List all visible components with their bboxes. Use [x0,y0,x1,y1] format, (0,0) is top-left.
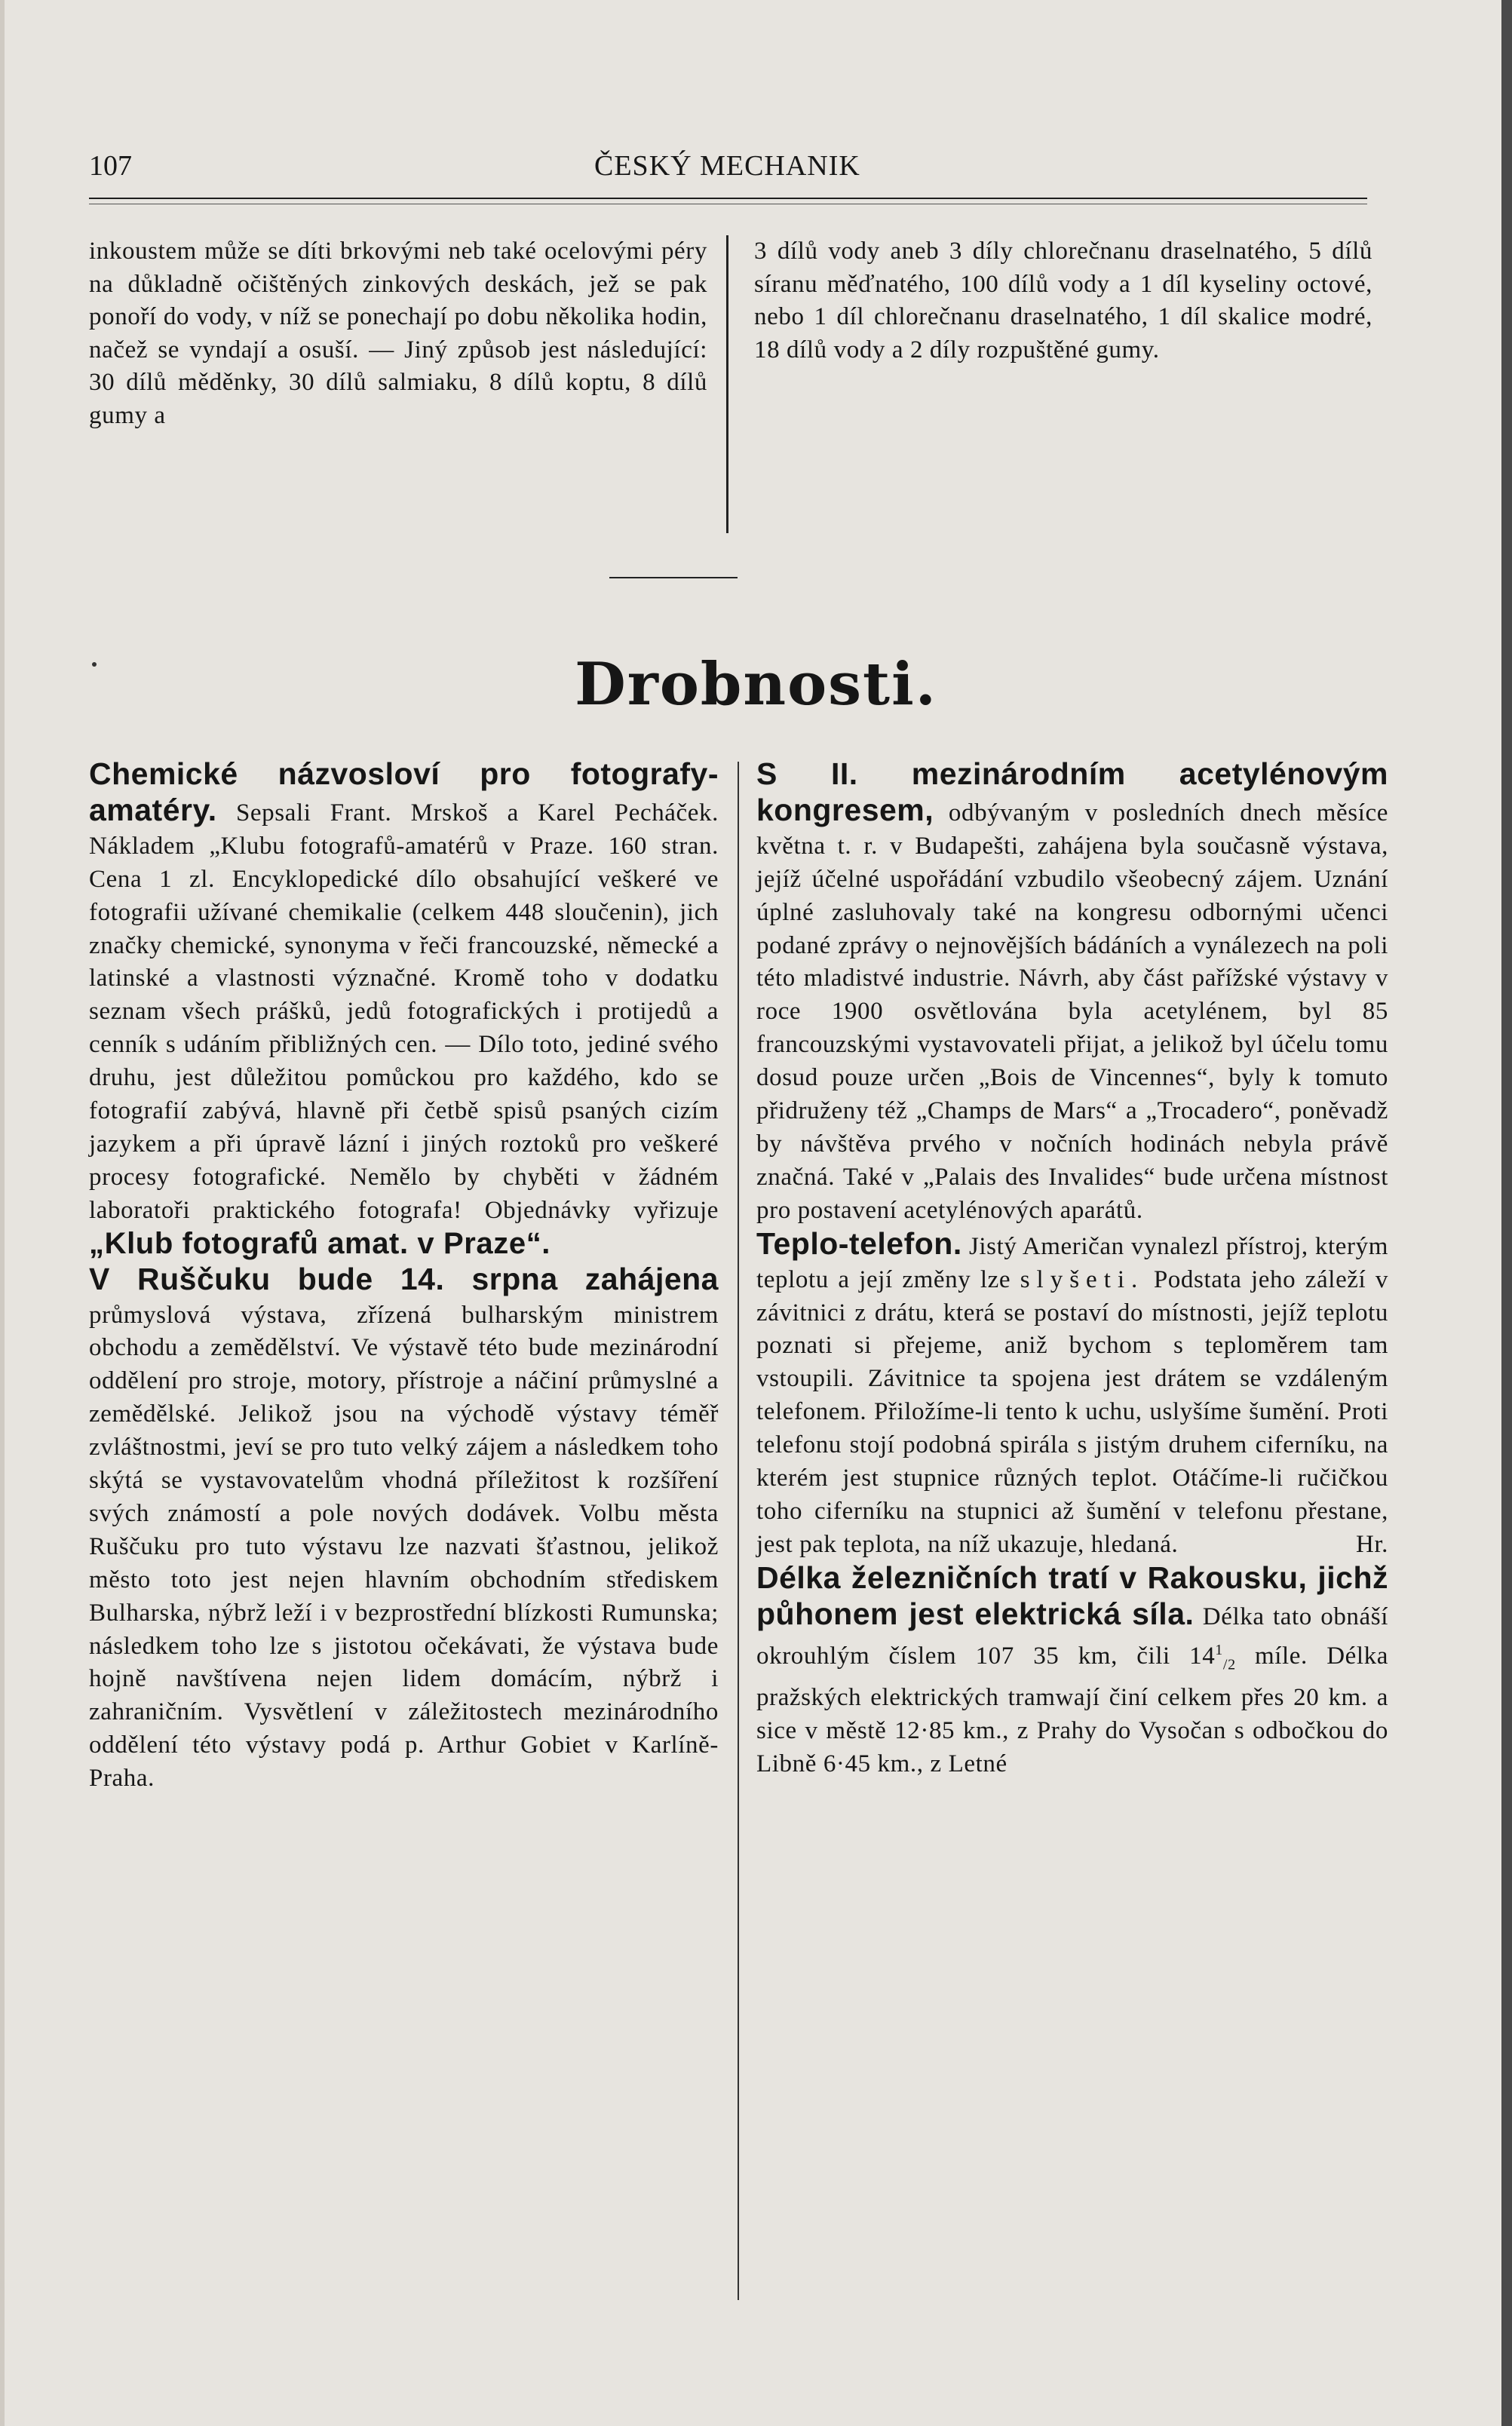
column-divider-bottom [738,762,739,2300]
page-number: 107 [89,150,132,182]
article-body: Jistý Američan vynalezl přístroj, kterým teplotu a její změny lze [756,1232,1388,1293]
section-title: Drobnosti. [575,650,937,719]
author-signature: Hr. [1355,1530,1388,1558]
article-body: Podstata jeho záleží v závitnici z drátu, která se postaví do místnosti, jejíž teplotu poznati si přejeme, aniž bychom s teploměrem tam vstoupili. Závitnice ta spojena jest drátem se vzdáleným telefonem. Přiložíme-li tento k uchu, uslyšíme šumění. Proti telefonu stojí podobná spirála s jistým druhem ciferníku, na kterém jest stupnice různých teplot. Otáčíme-li ručičkou toho ciferníku na stupnici až šumění v telefonu přestane, jest pak teplota, na níž ukazuje, hledaná. [756,1265,1388,1558]
article-body: míle. Délka pražských elektrických tramwají činí celkem přes 20 km. a sice v městě 12·85 km., z Prahy do Vysočan s odbočkou do Libně 6·45 km., z Letné [756,1642,1388,1777]
section-separator-rule [609,577,738,578]
article-heat-telephone [756,1225,1388,1562]
top-left-text: inkoustem může se díti brkovými neb také ocelovými péry na důkladně očištěných zinkových deskách, jež se pak ponoří do vody, v níž se ponechají po dobu několika hodin, načež se vyndají a osuší. — Jiný způsob jest následující: 30 dílů měděnky, 30 dílů salmiaku, 8 dílů koptu, 8 dílů gumy a [89,238,707,429]
publisher-name: „Klub fotografů amat. v Praze“. [89,1226,551,1260]
article-ruscuk-exhibition [89,1263,719,1796]
top-left-column [89,235,707,433]
article-heading: Teplo-telefon. [756,1225,962,1261]
spaced-word: slyšeti. [1020,1265,1145,1293]
header-rule [89,198,1367,199]
top-right-column [754,235,1372,367]
top-right-text: 3 dílů vody aneb 3 díly chlorečnanu draselnatého, 5 dílů síranu měďnatého, 100 dílů vody a 1 díl kyseliny octové, nebo 1 díl chlorečnanu draselnatého, 1 díl skalice modré, 18 dílů vody a 2 díly rozpuštěné gumy. [754,238,1372,363]
page-header [89,149,1363,195]
article-body: průmyslová výstava, zřízená bulharským ministrem obchodu a zemědělství. Ve výstavě této bude mezinárodní oddělení pro stroje, motory, přístroje a náčiní průmyslné a zemědělské. Jelikož jsou na východě výstavy téměř zvláštnostmi, jeví se pro tuto velký zájem a následkem toho skýtá se vystavovatelům vhodná příležitost k rozšíření svých známostí a pole nových dodávek. Volbu města Ruščuku pro tuto výstavu lze nazvati šťastnou, jelikož město toto jest nejen hlavním obchodním střediskem Bulharska, nýbrž leží i v bezprostřední blízkosti Rumunska; následkem toho lze s jistotou očekávati, že výstava bude hojně navštívena nejen lidem domácím, nýbrž i zahraničním. Vysvětlení v záležitostech mezinárodního oddělení této výstavy podá p. Arthur Gobiet v Karlíně-Praha. [89,1301,719,1793]
right-column [756,758,1388,1781]
page-edge-right [1501,0,1512,2426]
article-heading: Délka železničních tratí v Rakousku, jichž půhonem jest elektrická síla. [756,1560,1388,1631]
left-column [89,758,719,1796]
article-photo-chemistry [89,758,719,1263]
page-edge-left [0,0,5,2426]
article-body: Sepsali Frant. Mrskoš a Karel Pecháček. Nákladem „Klubu fotografů-amatérů v Praze. 160 stran. Cena 1 zl. Encyklopedické dílo obsahující veškeré ve fotografii užívané chemikalie (celkem 448 sloučenin), jich značky chemické, synonyma v řeči francouzské, německé a latinské a vlastnosti význačné. Kromě toho v dodatku seznam všech prášků, jedů fotografických i protijedů a cenník s udáním přibližných cen. — Dílo toto, jediné svého druhu, jest důležitou pomůckou pro každého, kdo se fotografií zabývá, hlavně při četbě spisů psaných cizím jazykem a při úpravě lázní i jiných roztoků pro veškeré procesy fotografické. Nemělo by chyběti v žádném laboratoři praktického fotografa! Objednávky vyřizuje [89,799,719,1224]
fraction-numerator: 1 [1215,1641,1223,1658]
article-body: odbývaným v posledních dnech měsíce května t. r. v Budapešti, zahájena byla současně výstava, jejíž účelné uspořádání vzbudilo všeobecný zájem. Uznání úplné zasluhovaly také na kongresu odbornými učenci podané zprávy o nejnovějších bádáních a vynálezech na poli této mladistvé industrie. Návrh, aby část pařížské výstavy v roce 1900 osvětlována byla acetylénem, byl 85 francouzskými vystavovateli přijat, a jelikož byl účelu tomu dosud pouze určen „Bois de Vincennes“, byly k tomuto přidruženy též „Champs de Mars“ a „Trocadero“, poněvadž by návštěva prvého v nočních hodinách nebyla právě značná. Také v „Palais des Invalides“ bude určena místnost pro postavení acetylénových aparátů. [756,799,1389,1224]
article-body: Délka tato obnáší okrouhlým číslem 107 35 km, čili 14 [756,1603,1388,1670]
article-electric-railways [756,1562,1388,1781]
article-heading: V Ruščuku bude 14. srpna zahájena [89,1261,719,1296]
article-heading: Chemické názvosloví pro fotografy-amatéry. [89,756,719,827]
article-acetylene-congress [756,758,1388,1228]
article-heading: S II. mezinárodním acetylénovým kongresem, [756,756,1388,827]
running-title: ČESKÝ MECHANIK [594,150,860,182]
fraction-denominator: /2 [1222,1656,1236,1673]
column-divider-top [726,235,728,533]
